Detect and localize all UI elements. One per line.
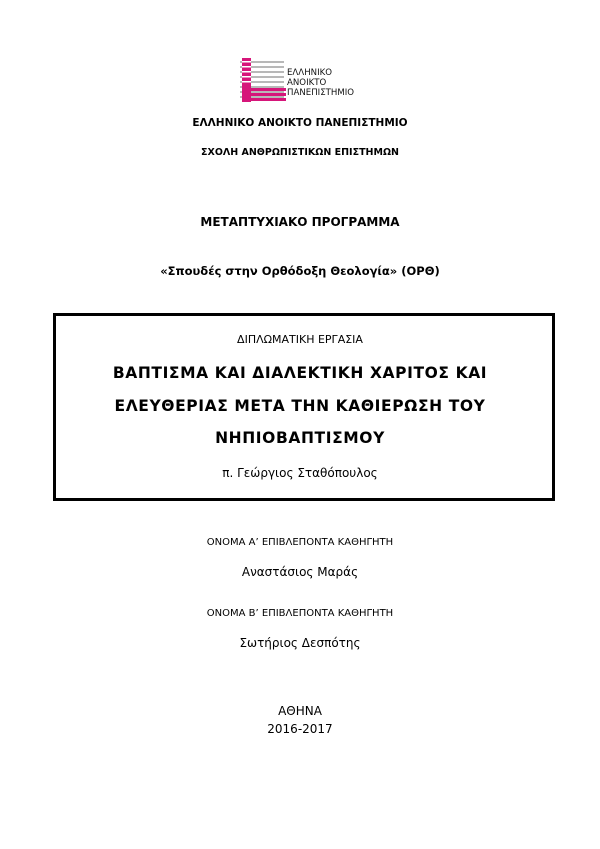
thesis-type-label: ΔΙΠΛΩΜΑΤΙΚΗ ΕΡΓΑΣΙΑ xyxy=(237,333,363,346)
logo-emblem-icon xyxy=(238,58,286,104)
thesis-title-line-3: ΝΗΠΙΟΒΑΠΤΙΣΜΟΥ xyxy=(215,429,385,447)
university-logo xyxy=(238,58,368,104)
logo-text-line2: ΑΝΟΙΚΤΟ xyxy=(287,78,327,88)
program-track: «Σπουδές στην Ορθόδοξη Θεολογία» (ΟΡΘ) xyxy=(160,264,440,278)
academic-year: 2016-2017 xyxy=(267,722,333,736)
thesis-title-line-1: ΒΑΠΤΙΣΜΑ ΚΑΙ ΔΙΑΛΕΚΤΙΚΗ ΧΑΡΙΤΟΣ ΚΑΙ xyxy=(112,364,488,382)
second-supervisor-name: Σωτήριος Δεσπότης xyxy=(239,636,361,650)
second-supervisor-label: ΟΝΟΜΑ Β’ ΕΠΙΒΛΕΠΟΝΤΑ ΚΑΘΗΓΗΤΗ xyxy=(206,608,394,619)
first-supervisor-name: Αναστάσιος Μαράς xyxy=(241,565,359,579)
school-name: ΣΧΟΛΗ ΑΝΘΡΩΠΙΣΤΙΚΩΝ ΕΠΙΣΤΗΜΩΝ xyxy=(201,147,399,158)
thesis-title-line-2: ΕΛΕΥΘΕΡΙΑΣ ΜΕΤΑ ΤΗΝ ΚΑΘΙΕΡΩΣΗ ΤΟΥ xyxy=(114,397,486,415)
logo-text-line1: ΕΛΛΗΝΙΚΟ xyxy=(287,68,333,78)
thesis-author: π. Γεώργιος Σταθόπουλος xyxy=(222,466,378,480)
logo-text-line3: ΠΑΝΕΠΙΣΤΗΜΙΟ xyxy=(287,88,355,98)
program-name: ΜΕΤΑΠΤΥΧΙΑΚΟ ΠΡΟΓΡΑΜΜΑ xyxy=(200,215,400,229)
first-supervisor-label: ΟΝΟΜΑ Α’ ΕΠΙΒΛΕΠΟΝΤΑ ΚΑΘΗΓΗΤΗ xyxy=(206,537,394,548)
city: ΑΘΗΝΑ xyxy=(278,704,322,718)
university-name: ΕΛΛΗΝΙΚΟ ΑΝΟΙΚΤΟ ΠΑΝΕΠΙΣΤΗΜΙΟ xyxy=(192,117,408,129)
